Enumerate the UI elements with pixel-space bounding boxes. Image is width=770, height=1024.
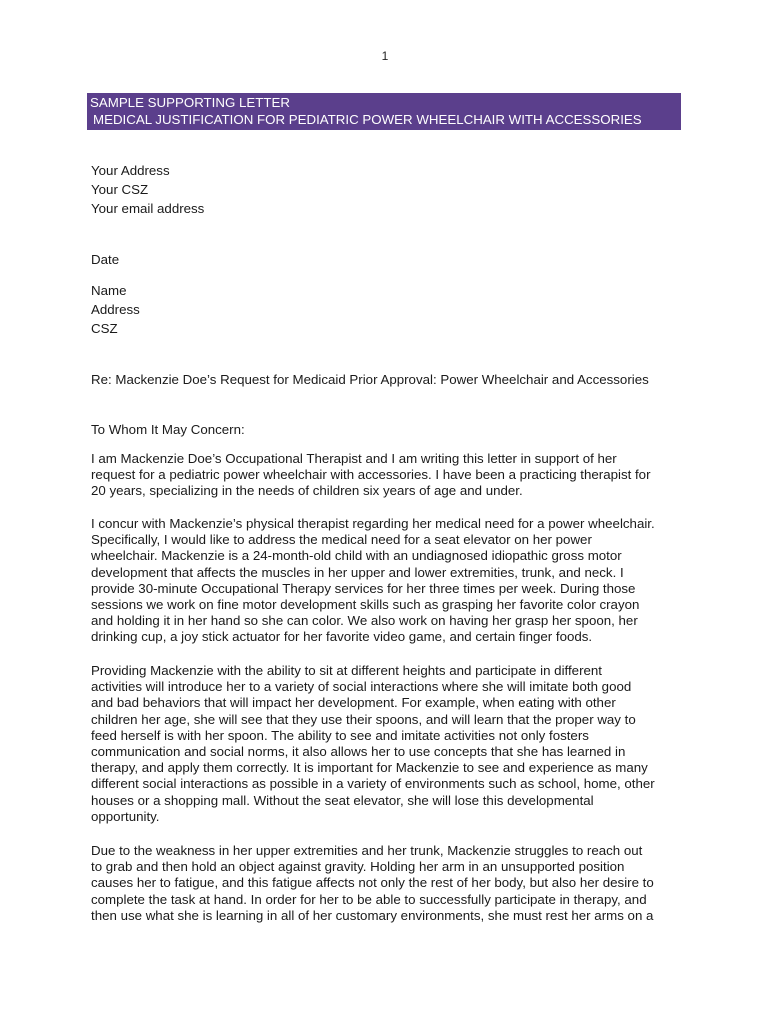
- paragraph-line: children her age, she will see that they use their spoons, and will learn that the proper way to: [91, 711, 636, 727]
- paragraph-line: wheelchair. Mackenzie is a 24-month-old child with an undiagnosed idiopathic gross motor: [91, 548, 622, 564]
- paragraph-line: communication and social norms, it also allows her to use concepts that she has learned in: [91, 744, 626, 760]
- paragraph-4: [91, 843, 691, 924]
- paragraph-line: sessions we work on fine motor development skills such as grasping her favorite color crayon: [91, 597, 640, 613]
- sender-csz: Your CSZ: [91, 182, 149, 197]
- re-line: [91, 370, 691, 389]
- paragraph-1: [91, 451, 691, 500]
- paragraph-line: Providing Mackenzie with the ability to sit at different heights and participate in different: [91, 663, 602, 678]
- paragraph-line: drinking cup, a joy stick actuator for her favorite video game, and certain finger foods.: [91, 629, 593, 645]
- sender-email: Your email address: [91, 201, 205, 216]
- paragraph-line: I concur with Mackenzie’s physical therapist regarding her medical need for a power wheelchair.: [91, 516, 655, 531]
- paragraph-line: I am Mackenzie Doe’s Occupational Therapist and I am writing this letter in support of her: [91, 451, 617, 466]
- paragraph-2: [91, 516, 691, 646]
- paragraph-line: opportunity.: [91, 808, 160, 824]
- paragraph-line: request for a pediatric power wheelchair with accessories. I have been a practicing therapist for: [91, 467, 651, 483]
- date-line: [91, 250, 691, 269]
- paragraph-line: 20 years, specializing in the needs of children six years of age and under.: [91, 483, 523, 499]
- paragraph-line: and holding it in her hand so she can color. We also work on having her grasp her spoon, her: [91, 613, 638, 629]
- paragraph-line: and bad behaviors that will impact her development. For example, when eating with other: [91, 695, 616, 711]
- sender-address: Your Address: [91, 163, 170, 178]
- page-number: 1: [381, 49, 389, 63]
- paragraph-line: causes her to fatigue, and this fatigue affects not only the rest of her body, but also her desire to: [91, 875, 654, 891]
- paragraph-line: provide 30-minute Occupational Therapy services for her three times per week. During those: [91, 580, 636, 596]
- recipient-block: [91, 281, 691, 338]
- paragraph-line: Due to the weakness in her upper extremities and her trunk, Mackenzie struggles to reach out: [91, 843, 643, 858]
- paragraph-line: therapy, and apply them correctly. It is important for Mackenzie to see and experience as many: [91, 760, 648, 776]
- title-banner: [87, 93, 681, 130]
- paragraph-line: feed herself is with her spoon. The ability to see and imitate activities not only fosters: [91, 727, 589, 743]
- paragraph-line: houses or a shopping mall. Without the seat elevator, she will lose this developmental: [91, 792, 594, 808]
- paragraph-line: complete the task at hand. In order for her to be able to successfully participate in therapy, and: [91, 891, 647, 907]
- recipient-name: Name: [91, 283, 127, 298]
- salutation-text: To Whom It May Concern:: [91, 422, 245, 437]
- sender-block: [91, 161, 691, 218]
- re-line-text: Re: Mackenzie Doe’s Request for Medicaid Prior Approval: Power Wheelchair and Accessories: [91, 372, 649, 387]
- paragraph-line: activities will introduce her to a variety of social interactions where she will imitate both good: [91, 679, 632, 695]
- salutation: [91, 420, 691, 439]
- paragraph-line: then use what she is learning in all of her customary environments, she must rest her arms on a: [91, 907, 654, 923]
- date: Date: [91, 252, 120, 267]
- paragraph-line: to grab and then hold an object against gravity. Holding her arm in an unsupported position: [91, 859, 625, 875]
- recipient-address: Address: [91, 302, 140, 317]
- paragraph-line: different social interactions as possible in a variety of environments such as school, home, other: [91, 776, 655, 792]
- paragraph-3: [91, 663, 691, 825]
- paragraph-line: development that affects the muscles in her upper and lower extremities, trunk, and neck. I: [91, 564, 624, 580]
- banner-line-2: MEDICAL JUSTIFICATION FOR PEDIATRIC POWER WHEELCHAIR WITH ACCESSORIES: [93, 112, 642, 127]
- recipient-csz: CSZ: [91, 321, 118, 336]
- paragraph-line: Specifically, I would like to address the medical need for a seat elevator on her power: [91, 532, 592, 548]
- banner-line-1: SAMPLE SUPPORTING LETTER: [90, 95, 290, 110]
